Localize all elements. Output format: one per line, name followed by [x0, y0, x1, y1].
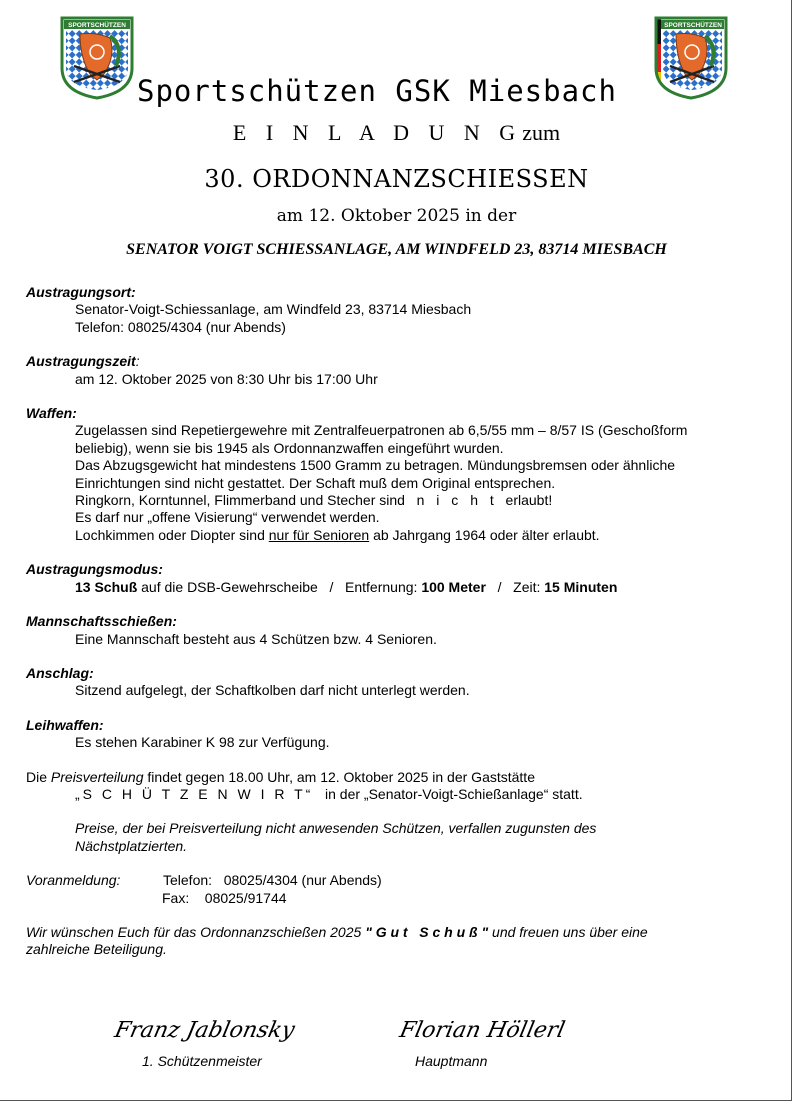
closing-line: zahlreiche Beteiligung. — [26, 941, 167, 958]
preis-note: Nächstplatzierten. — [75, 837, 188, 854]
ort-line: Senator-Voigt-Schiessanlage, am Windfeld 23, 83714 Miesbach — [75, 301, 472, 318]
signature-right: Florian Höllerl — [397, 1018, 568, 1043]
waffen-line: beliebig), wenn sie bis 1945 als Ordonnanzwaffen eingeführt wurden. — [75, 439, 504, 456]
section-heading-ort: Austragungsort: — [26, 284, 136, 300]
event-date-line: am 12. Oktober 2025 in der — [276, 206, 517, 226]
waffen-line: Einrichtungen sind nicht gestattet. Der Schaft muß dem Original entsprechen. — [75, 474, 556, 491]
logo-right-text: SPORTSCHÜTZEN — [664, 22, 722, 29]
club-logo-right — [652, 16, 730, 100]
preis-line: Die Preisverteilung findet gegen 18.00 Uhr, am 12. Oktober 2025 in der Gaststätte — [26, 768, 535, 785]
event-venue: SENATOR VOIGT SCHIESSANLAGE, AM WINDFELD 23, 83714 MIESBACH — [126, 241, 667, 258]
waffen-line: Es darf nur „offene Visierung“ verwendet werden. — [75, 509, 380, 526]
mannschaft-line: Eine Mannschaft besteht aus 4 Schützen bzw. 4 Senioren. — [75, 630, 437, 647]
club-title: Sportschützen GSK Miesbach — [137, 74, 617, 108]
anschlag-line: Sitzend aufgelegt, der Schaftkolben darf nicht unterlegt werden. — [75, 682, 470, 699]
invitation-heading — [0, 120, 793, 146]
voranmeldung-label: Voranmeldung: — [26, 872, 121, 889]
voranmeldung-phone: Telefon: 08025/4304 (nur Abends) — [163, 872, 382, 889]
club-logo-left — [58, 16, 136, 100]
leihwaffen-line: Es stehen Karabiner K 98 zur Verfügung. — [75, 734, 330, 751]
zeit-line: am 12. Oktober 2025 von 8:30 Uhr bis 17:00 Uhr — [75, 370, 378, 387]
closing-line: Wir wünschen Euch für das Ordonnanzschießen 2025 " G u t S c h u ß " und freuen uns über eine — [26, 923, 648, 940]
logo-left-text: SPORTSCHÜTZEN — [68, 22, 126, 29]
event-title: 30. ORDONNANZSCHIESSEN — [204, 165, 589, 193]
waffen-line: Zugelassen sind Repetiergewehre mit Zentralfeuerpatronen ab 6,5/55 mm – 8/57 IS (Geschoßform — [75, 422, 688, 439]
invitation-word: E I N L A D U N G — [232, 120, 523, 145]
waffen-line: Das Abzugsgewicht hat mindestens 1500 Gramm zu betragen. Mündungsbremsen oder ähnliche — [75, 457, 676, 474]
modus-line: 13 Schuß auf die DSB-Gewehrscheibe / Entfernung: 100 Meter / Zeit: 15 Minuten — [75, 578, 618, 595]
waffen-line: Ringkorn, Korntunnel, Flimmerband und Stecher sind n i c h t erlaubt! — [75, 492, 553, 509]
signature-left-role: 1. Schützenmeister — [142, 1053, 262, 1069]
signature-right-role: Hauptmann — [415, 1053, 488, 1069]
section-heading-mannschaft: Mannschaftsschießen: — [26, 613, 177, 630]
invitation-tail: zum — [522, 120, 561, 145]
section-heading-modus: Austragungsmodus: — [26, 561, 163, 578]
section-heading-zeit: Austragungszeit: — [26, 353, 140, 370]
section-heading-waffen: Waffen: — [26, 405, 77, 422]
ort-phone: Telefon: 08025/4304 (nur Abends) — [75, 318, 286, 335]
section-heading-leihwaffen: Leihwaffen: — [26, 716, 104, 733]
section-heading-anschlag: Anschlag: — [26, 664, 94, 681]
waffen-line: Lochkimmen oder Diopter sind nur für Senioren ab Jahrgang 1964 oder älter erlaubt. — [75, 526, 600, 543]
preis-note: Preise, der bei Preisverteilung nicht anwesenden Schützen, verfallen zugunsten des — [75, 820, 597, 837]
preis-venue-line: „S C H Ü T Z E N W I R T“ in der „Senator-Voigt-Schießanlage“ statt. — [75, 785, 583, 802]
document-body — [26, 284, 766, 959]
voranmeldung — [26, 872, 766, 889]
signature-left: Franz Jablonsky — [112, 1018, 297, 1043]
voranmeldung-fax: Fax: 08025/91744 — [162, 889, 287, 906]
